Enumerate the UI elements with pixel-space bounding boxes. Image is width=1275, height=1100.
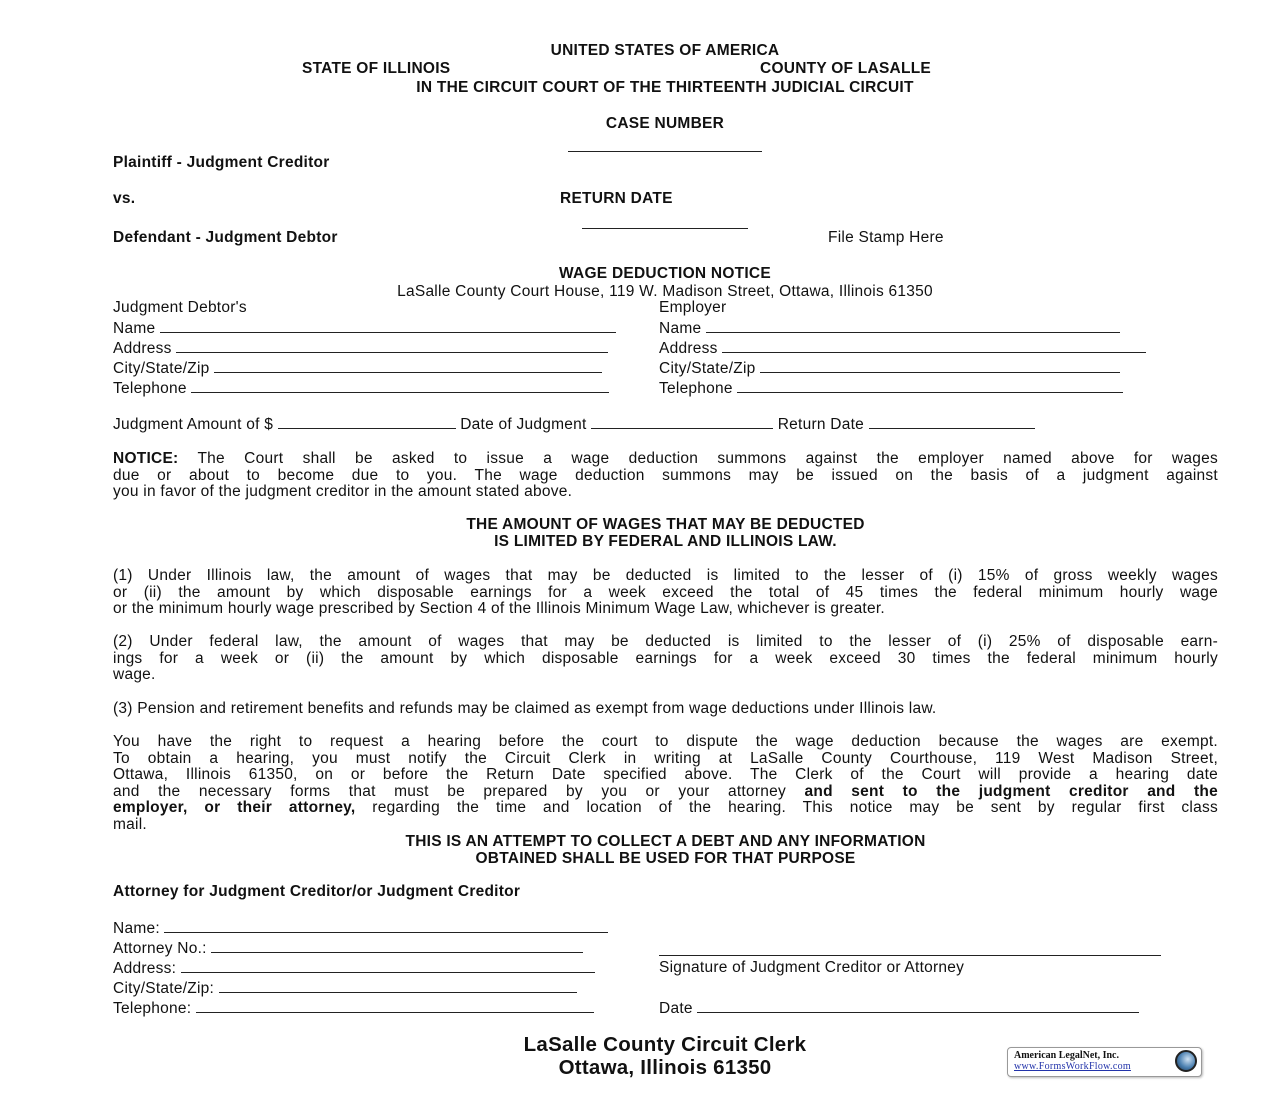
logo-company: American LegalNet, Inc. [1014,1050,1119,1061]
bold-text: employer, or their attorney, [113,799,356,817]
text-line: THE AMOUNT OF WAGES THAT MAY BE DEDUCTED [466,516,865,533]
debtor-address-label: Address [113,340,172,357]
employer-city-row [659,359,1120,378]
judgment-amount-field[interactable] [278,415,456,429]
attorney-name-field[interactable] [164,919,608,933]
amounts-return-date-field[interactable] [869,415,1035,429]
attorney-heading: Attorney for Judgment Creditor/or Judgment Creditor [113,883,521,900]
text-line: you in favor of the judgment creditor in the amount stated above. [113,483,573,501]
bold-text: and sent to the judgment creditor and the [804,782,1218,800]
case-number-field[interactable] [568,151,762,152]
text-line: Ottawa, Illinois 61350, on or before the Return Date specified above. The Clerk of the Court will provide a hearing date [113,766,1218,784]
judgment-amount-label: Judgment Amount of $ [113,416,274,433]
text-line: (2) Under federal law, the amount of wages that may be deducted is limited to the lesser of (i) 25% of disposable earn- [113,633,1218,650]
attorney-address-field[interactable] [181,959,595,973]
text-line: (3) Pension and retirement benefits and refunds may be claimed as exempt from wage deductions under Illinois law. [113,700,937,717]
debtor-name-label: Name [113,320,156,337]
employer-address-row [659,339,1146,358]
paragraph-illinois-law [113,568,1218,618]
signature-date-row [659,999,1139,1018]
text-line: To obtain a hearing, you must notify the Circuit Clerk in writing at LaSalle County Courthouse, 119 West Madison Street, [113,749,1218,767]
signature-label: Signature of Judgment Creditor or Attorney [659,959,965,976]
signature-date-label: Date [659,1000,693,1017]
employer-address-label: Address [659,340,718,357]
debtor-city-field[interactable] [214,359,602,373]
attorney-name-label: Name: [113,920,160,937]
signature-field[interactable] [659,955,1161,956]
header-court: IN THE CIRCUIT COURT OF THE THIRTEENTH JUDICIAL CIRCUIT [416,79,914,96]
attorney-city-label: City/State/Zip: [113,980,215,997]
debtor-telephone-label: Telephone [113,380,187,397]
return-date-field[interactable] [582,228,748,229]
text: regarding the time and location of the hearing. This notice may be sent by regular first class [355,799,1218,817]
debtor-telephone-row [113,379,609,398]
file-stamp-label: File Stamp Here [828,229,944,246]
text-line: ings for a week or (ii) the amount by which disposable earnings for a week exceed 30 times the federal minimum hourly [113,649,1218,667]
debtor-city-row [113,359,602,378]
paragraph-federal-law [113,634,1218,684]
vs-label: vs. [113,190,136,207]
debtor-address-field[interactable] [176,339,608,353]
text-line [113,800,1218,817]
bold-text: NOTICE: [113,450,179,467]
hearing-paragraph [113,734,1218,834]
text-line: IS LIMITED BY FEDERAL AND ILLINOIS LAW. [494,532,837,550]
amounts-return-date-label: Return Date [777,416,865,433]
attorney-city-field[interactable] [219,979,577,993]
employer-name-label: Name [659,320,702,337]
attorney-telephone-field[interactable] [196,999,594,1013]
attorney-telephone-label: Telephone: [113,1000,192,1017]
text-line [113,784,1218,801]
header-country: UNITED STATES OF AMERICA [550,42,780,59]
employer-heading: Employer [659,299,727,316]
logo-url[interactable]: www.FormsWorkFlow.com [1014,1061,1131,1072]
attorney-address-label: Address: [113,960,177,977]
text-line: due or about to become due to you. The wage deduction summons may be issued on the basis of a judgment against [113,466,1218,484]
employer-name-field[interactable] [706,319,1120,333]
text-line: or the minimum hourly wage prescribed by Section 4 of the Illinois Minimum Wage Law, whichever is greater. [113,600,885,618]
date-of-judgment-label: Date of Judgment [460,416,587,433]
employer-name-row [659,319,1120,338]
date-of-judgment-field[interactable] [591,415,773,429]
debtor-address-row [113,339,608,358]
signature-date-field[interactable] [697,999,1139,1013]
text-line: You have the right to request a hearing before the court to dispute the wage deduction because the wages are exempt. [113,733,1218,750]
court-address: LaSalle County Court House, 119 W. Madison Street, Ottawa, Illinois 61350 [397,283,933,300]
text-line: THIS IS AN ATTEMPT TO COLLECT A DEBT AND ANY INFORMATION [405,833,926,850]
globe-icon [1175,1050,1197,1072]
paragraph-pension [113,701,1218,718]
debtor-name-field[interactable] [160,319,616,333]
attorney-telephone-row [113,999,594,1018]
debtor-heading: Judgment Debtor's [113,299,247,316]
employer-telephone-field[interactable] [737,379,1123,393]
attorney-number-row [113,939,583,958]
attorney-number-field[interactable] [211,939,583,953]
header-county: COUNTY OF LASALLE [760,60,932,77]
text-line: wage. [113,666,156,684]
attorney-city-row [113,979,577,998]
text-line [113,451,1218,468]
debt-heading [113,834,1218,867]
amounts-row [113,415,1035,434]
debtor-name-row [113,319,616,338]
notice-title: WAGE DEDUCTION NOTICE [559,265,771,282]
limit-heading [113,517,1218,550]
text: The Court shall be asked to issue a wage deduction summons against the employer named above for wages [178,450,1218,467]
text-line: mail. [113,815,147,833]
return-date-label: RETURN DATE [560,190,673,207]
text: and the necessary forms that must be prepared by you or your attorney [113,782,805,800]
footer-clerk: LaSalle County Circuit Clerk [523,1033,807,1056]
attorney-address-row [113,959,595,978]
text-line: or (ii) the amount by which disposable earnings for a week exceed the total of 45 times the federal minimum hourly wage [113,583,1218,601]
employer-address-field[interactable] [722,339,1146,353]
attorney-name-row [113,919,608,938]
case-number-label: CASE NUMBER [605,115,725,132]
defendant-label: Defendant - Judgment Debtor [113,229,338,246]
text-line: OBTAINED SHALL BE USED FOR THAT PURPOSE [475,849,856,867]
attorney-number-label: Attorney No.: [113,940,207,957]
employer-telephone-row [659,379,1123,398]
text-line: (1) Under Illinois law, the amount of wages that may be deducted is limited to the lesser of (i) 15% of gross weekly wages [113,567,1218,584]
american-legalnet-logo[interactable] [1007,1047,1202,1077]
footer-city: Ottawa, Illinois 61350 [558,1056,772,1079]
header-state: STATE OF ILLINOIS [302,60,451,77]
employer-city-label: City/State/Zip [659,360,756,377]
debtor-telephone-field[interactable] [191,379,609,393]
employer-city-field[interactable] [760,359,1120,373]
notice-paragraph [113,451,1218,501]
employer-telephone-label: Telephone [659,380,733,397]
plaintiff-label: Plaintiff - Judgment Creditor [113,154,330,171]
debtor-city-label: City/State/Zip [113,360,210,377]
